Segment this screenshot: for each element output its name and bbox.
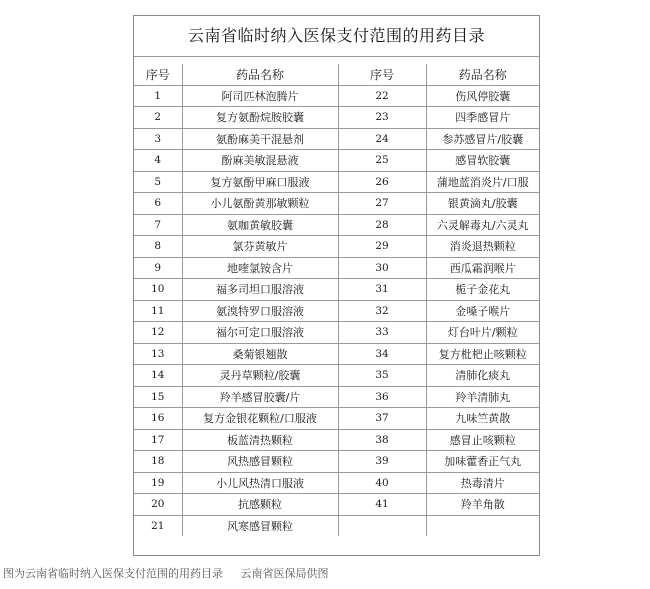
row-index-left: 14: [134, 365, 182, 387]
row-index-left: 9: [134, 257, 182, 279]
row-index-left: 8: [134, 236, 182, 258]
row-drug-name-left: 灵丹草颗粒/胶囊: [182, 365, 338, 387]
row-index-right: 36: [338, 386, 426, 408]
row-index-right: 23: [338, 107, 426, 129]
table-row: [134, 515, 539, 536]
row-index-left: 2: [134, 107, 182, 129]
row-drug-name-right: 复方枇杷止咳颗粒: [426, 343, 539, 365]
row-index-left: 20: [134, 494, 182, 516]
document-title: 云南省临时纳入医保支付范围的用药目录: [134, 16, 539, 57]
table-row: [134, 214, 539, 236]
row-drug-name-right: 消炎退热颗粒: [426, 236, 539, 258]
row-index-left: 10: [134, 279, 182, 301]
row-drug-name-right: 蒲地蓝消炎片/口服: [426, 171, 539, 193]
row-drug-name-right: 羚羊角散: [426, 494, 539, 516]
row-index-right: 29: [338, 236, 426, 258]
table-row: [134, 494, 539, 516]
row-index-right: 40: [338, 472, 426, 494]
row-drug-name-right: [426, 515, 539, 536]
table-row: [134, 128, 539, 150]
row-index-right: 22: [338, 85, 426, 107]
row-drug-name-left: 抗感颗粒: [182, 494, 338, 516]
header-index-right: 序号: [338, 64, 426, 85]
table-row: [134, 365, 539, 387]
row-drug-name-right: 感冒软胶囊: [426, 150, 539, 172]
row-index-left: 1: [134, 85, 182, 107]
row-index-left: 12: [134, 322, 182, 344]
row-drug-name-left: 阿司匹林泡腾片: [182, 85, 338, 107]
row-drug-name-left: 氯芬黄敏片: [182, 236, 338, 258]
row-drug-name-right: 加味藿香正气丸: [426, 451, 539, 473]
table-row: [134, 472, 539, 494]
row-index-left: 18: [134, 451, 182, 473]
row-index-left: 4: [134, 150, 182, 172]
drug-list-document: [133, 15, 540, 556]
table-row: [134, 322, 539, 344]
row-index-right: 35: [338, 365, 426, 387]
row-drug-name-left: 复方金银花颗粒/口服液: [182, 408, 338, 430]
row-drug-name-left: 酚麻美敏混悬液: [182, 150, 338, 172]
row-drug-name-right: 灯台叶片/颗粒: [426, 322, 539, 344]
row-drug-name-right: 热毒清片: [426, 472, 539, 494]
table-row: [134, 408, 539, 430]
row-index-left: 16: [134, 408, 182, 430]
row-drug-name-right: 金嗓子喉片: [426, 300, 539, 322]
row-index-right: 27: [338, 193, 426, 215]
row-drug-name-left: 风热感冒颗粒: [182, 451, 338, 473]
row-drug-name-left: 氨咖黄敏胶囊: [182, 214, 338, 236]
row-drug-name-left: 氨溴特罗口服溶液: [182, 300, 338, 322]
row-index-left: 19: [134, 472, 182, 494]
row-drug-name-left: 小儿氨酚黄那敏颗粒: [182, 193, 338, 215]
table-row: [134, 451, 539, 473]
table-row: [134, 279, 539, 301]
row-drug-name-left: 福多司坦口服溶液: [182, 279, 338, 301]
table-row: [134, 150, 539, 172]
row-drug-name-left: 风寒感冒颗粒: [182, 515, 338, 536]
row-drug-name-right: 参苏感冒片/胶囊: [426, 128, 539, 150]
row-index-left: 13: [134, 343, 182, 365]
table-row: [134, 257, 539, 279]
image-caption: [3, 565, 343, 581]
row-index-left: 11: [134, 300, 182, 322]
row-index-left: 5: [134, 171, 182, 193]
header-drug-name-right: 药品名称: [426, 64, 539, 85]
row-index-right: 31: [338, 279, 426, 301]
table-row: [134, 107, 539, 129]
row-index-right: 25: [338, 150, 426, 172]
header-index-left: 序号: [134, 64, 182, 85]
row-index-right: 28: [338, 214, 426, 236]
row-index-right: 37: [338, 408, 426, 430]
table-row: [134, 85, 539, 107]
caption-credit: 云南省医保局供图: [240, 567, 329, 580]
row-index-right: 26: [338, 171, 426, 193]
row-index-right: 30: [338, 257, 426, 279]
table-row: [134, 236, 539, 258]
row-drug-name-left: 小儿风热清口服液: [182, 472, 338, 494]
row-drug-name-right: 银黄滴丸/胶囊: [426, 193, 539, 215]
row-index-right: 41: [338, 494, 426, 516]
row-drug-name-left: 板蓝清热颗粒: [182, 429, 338, 451]
row-drug-name-left: 复方氨酚甲麻口服液: [182, 171, 338, 193]
row-drug-name-right: 四季感冒片: [426, 107, 539, 129]
row-index-right: 33: [338, 322, 426, 344]
table-row: [134, 193, 539, 215]
row-drug-name-left: 羚羊感冒胶囊/片: [182, 386, 338, 408]
row-index-left: 21: [134, 515, 182, 536]
row-index-left: 17: [134, 429, 182, 451]
row-drug-name-right: 西瓜霜润喉片: [426, 257, 539, 279]
table-row: [134, 300, 539, 322]
row-index-right: [338, 515, 426, 536]
drug-list-table: [134, 64, 539, 536]
row-index-left: 15: [134, 386, 182, 408]
row-drug-name-left: 桑菊银翘散: [182, 343, 338, 365]
table-row: [134, 429, 539, 451]
row-drug-name-right: 羚羊清肺丸: [426, 386, 539, 408]
row-index-left: 6: [134, 193, 182, 215]
row-drug-name-right: 伤风停胶囊: [426, 85, 539, 107]
table-header-row: [134, 64, 539, 85]
row-index-right: 24: [338, 128, 426, 150]
row-drug-name-right: 九味竺黄散: [426, 408, 539, 430]
row-drug-name-left: 复方氨酚烷胺胶囊: [182, 107, 338, 129]
row-drug-name-left: 福尔可定口服溶液: [182, 322, 338, 344]
header-drug-name-left: 药品名称: [182, 64, 338, 85]
row-drug-name-left: 氨酚麻美干混悬剂: [182, 128, 338, 150]
row-drug-name-right: 感冒止咳颗粒: [426, 429, 539, 451]
row-index-right: 38: [338, 429, 426, 451]
row-index-right: 34: [338, 343, 426, 365]
row-drug-name-right: 六灵解毒丸/六灵丸: [426, 214, 539, 236]
row-drug-name-right: 清肺化痰丸: [426, 365, 539, 387]
row-drug-name-right: 栀子金花丸: [426, 279, 539, 301]
row-index-left: 3: [134, 128, 182, 150]
row-index-left: 7: [134, 214, 182, 236]
row-drug-name-left: 地喹氯铵含片: [182, 257, 338, 279]
table-row: [134, 386, 539, 408]
table-row: [134, 343, 539, 365]
caption-text: 图为云南省临时纳入医保支付范围的用药目录: [3, 567, 223, 580]
table-row: [134, 171, 539, 193]
row-index-right: 32: [338, 300, 426, 322]
row-index-right: 39: [338, 451, 426, 473]
title-spacer: [134, 57, 539, 64]
